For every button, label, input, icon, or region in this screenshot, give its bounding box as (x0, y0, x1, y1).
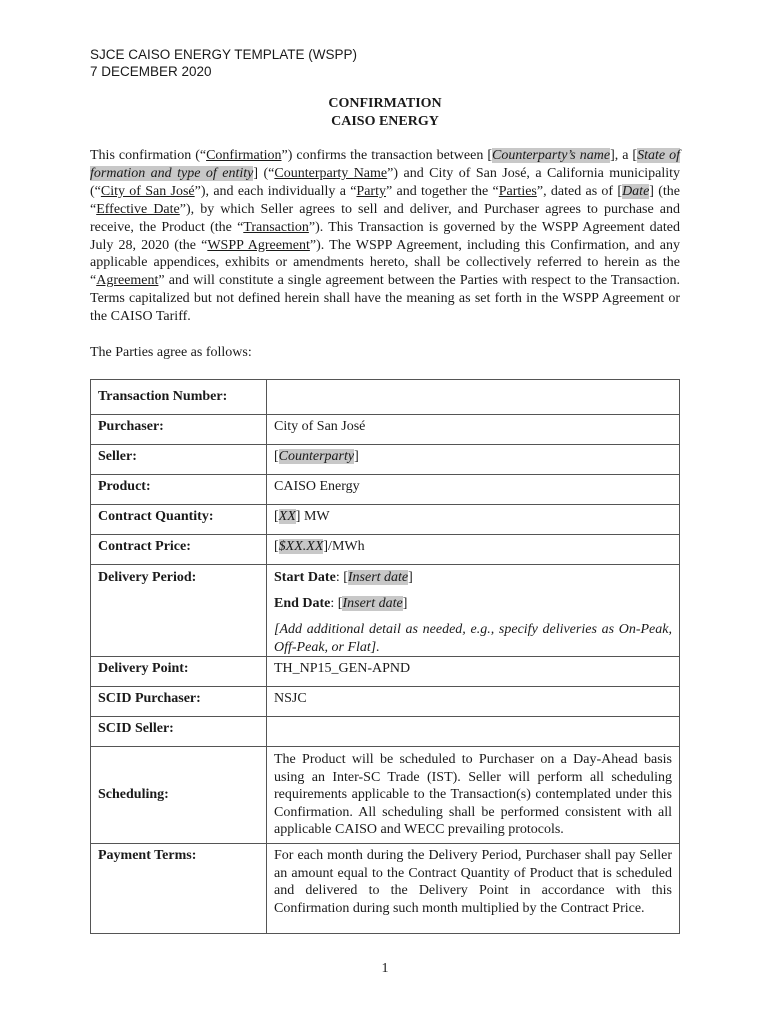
transaction-number-value (267, 380, 680, 415)
bracket: ] (402, 595, 408, 611)
table-row (91, 657, 680, 687)
table-row (91, 535, 680, 565)
end-date-line (274, 595, 672, 613)
intro-text: ” and together the “ (385, 183, 499, 199)
defined-term-party: Party (356, 183, 386, 199)
table-row (91, 475, 680, 505)
table-row (91, 717, 680, 747)
separator: : [ (335, 570, 348, 585)
table-row (91, 380, 680, 415)
delivery-period-value (267, 565, 680, 657)
scheduling-value: The Product will be scheduled to Purchaser on a Day-Ahead basis using an Inter-SC Trade (IST). Seller will perform all scheduling requirements applicable to the Transaction(s) contemplated under this Confirmation. All scheduling shall be performed consistent with all applicable CAISO and WECC prevailing protocols. (267, 747, 680, 844)
placeholder-end-date: Insert date (342, 595, 403, 611)
intro-paragraph (90, 147, 680, 326)
page-number: 1 (381, 961, 389, 976)
title-line-2: CAISO ENERGY (331, 114, 439, 129)
payment-terms-label: Payment Terms: (91, 844, 267, 934)
defined-term-counterparty-name: Counterparty Name (274, 165, 388, 181)
table-row (91, 505, 680, 535)
scid-seller-label: SCID Seller: (91, 717, 267, 747)
bracket: [ (274, 509, 279, 524)
intro-text: ], a [ (610, 148, 638, 163)
document-title (0, 95, 770, 131)
placeholder-start-date: Insert date (347, 570, 409, 585)
product-value: CAISO Energy (267, 475, 680, 505)
header-date: 7 DECEMBER 2020 (90, 64, 212, 79)
intro-text: ”, dated as of [ (536, 183, 623, 199)
unit-text: ] MW (295, 509, 330, 524)
table-row (91, 844, 680, 934)
placeholder-date: Date (622, 183, 650, 199)
table-row (91, 747, 680, 844)
contract-quantity-value (267, 505, 680, 535)
seller-label: Seller: (91, 445, 267, 475)
defined-term-confirmation: Confirmation (206, 148, 282, 163)
product-label: Product: (91, 475, 267, 505)
placeholder-counterparty: Counterparty (278, 449, 355, 464)
title-line-1: CONFIRMATION (328, 96, 442, 111)
separator: : [ (330, 595, 343, 611)
intro-text: ”). This Transaction is governed by the WSPP Agreement dated July 28, 2020 (the “ (90, 219, 680, 253)
unit-text: ]/MWh (323, 539, 365, 554)
document-header (90, 46, 357, 80)
start-date-line (274, 569, 672, 587)
contract-price-label: Contract Price: (91, 535, 267, 565)
intro-text: ”), by which Seller agrees to sell and deliver, and Purchaser agrees to purchase and receive, the Product (the “ (90, 201, 680, 235)
intro-text: ”). The WSPP Agreement, including this Confirmation, and any applicable appendices, exhibits or amendments hereto, shall be collectively referred to herein as the “ (90, 237, 680, 289)
intro-text: ”), and each individually a “ (194, 183, 357, 199)
bracket: [ (274, 539, 279, 554)
purchaser-value: City of San José (267, 415, 680, 445)
placeholder-quantity: XX (278, 509, 296, 524)
defined-term-city: City of San José (100, 183, 195, 199)
bracket: [ (274, 449, 279, 464)
bracket: ] (408, 570, 413, 585)
defined-term-wspp-agreement: WSPP Agreement (207, 237, 310, 253)
terms-table (90, 379, 680, 934)
seller-value (267, 445, 680, 475)
contract-quantity-label: Contract Quantity: (91, 505, 267, 535)
payment-terms-value: For each month during the Delivery Period, Purchaser shall pay Seller an amount equal to the Contract Quantity of Product that is scheduled and delivered to the Delivery Point in accordance with this Confirmation during such month multiplied by the Contract Price. (267, 844, 680, 934)
placeholder-counterparty-name: Counterparty’s name (491, 148, 611, 163)
intro-text: ] (“ (253, 165, 275, 181)
defined-term-effective-date: Effective Date (96, 201, 180, 217)
defined-term-transaction: Transaction (243, 219, 309, 235)
scid-seller-value (267, 717, 680, 747)
scid-purchaser-label: SCID Purchaser: (91, 687, 267, 717)
table-row (91, 415, 680, 445)
scid-purchaser-value: NSJC (267, 687, 680, 717)
placeholder-state-formation: State of formation and type of entity (90, 148, 680, 181)
delivery-point-label: Delivery Point: (91, 657, 267, 687)
agree-statement: The Parties agree as follows: (90, 345, 252, 360)
delivery-period-detail: [Add additional detail as needed, e.g., specify deliveries as On-Peak, Off-Peak, or Flat]. (274, 622, 672, 655)
intro-text: ”) confirms the transaction between [ (281, 148, 492, 163)
scheduling-label: Scheduling: (91, 747, 267, 844)
defined-term-agreement: Agreement (96, 273, 159, 289)
placeholder-price: $XX.XX (278, 539, 324, 554)
start-date-label: Start Date (274, 570, 336, 585)
intro-text: ”) and City of San José, a California municipality (“ (90, 165, 681, 199)
table-row (91, 687, 680, 717)
table-row (91, 565, 680, 657)
delivery-point-value: TH_NP15_GEN-APND (267, 657, 680, 687)
table-row (91, 445, 680, 475)
transaction-number-label: Transaction Number: (91, 380, 267, 415)
intro-text: ” and will constitute a single agreement between the Parties with respect to the Transaction. Terms capitalized but not defined herein shall have the meaning as set forth in the WSPP Agreement or the CAISO Tariff. (90, 273, 680, 325)
contract-price-value (267, 535, 680, 565)
purchaser-label: Purchaser: (91, 415, 267, 445)
bracket: ] (354, 449, 359, 464)
intro-text: ] (the “ (90, 183, 680, 217)
header-template-name: SJCE CAISO ENERGY TEMPLATE (WSPP) (90, 47, 358, 62)
defined-term-parties: Parties (498, 183, 537, 199)
intro-text: This confirmation (“ (90, 148, 207, 163)
delivery-period-label: Delivery Period: (91, 565, 267, 657)
end-date-label: End Date (274, 595, 331, 611)
